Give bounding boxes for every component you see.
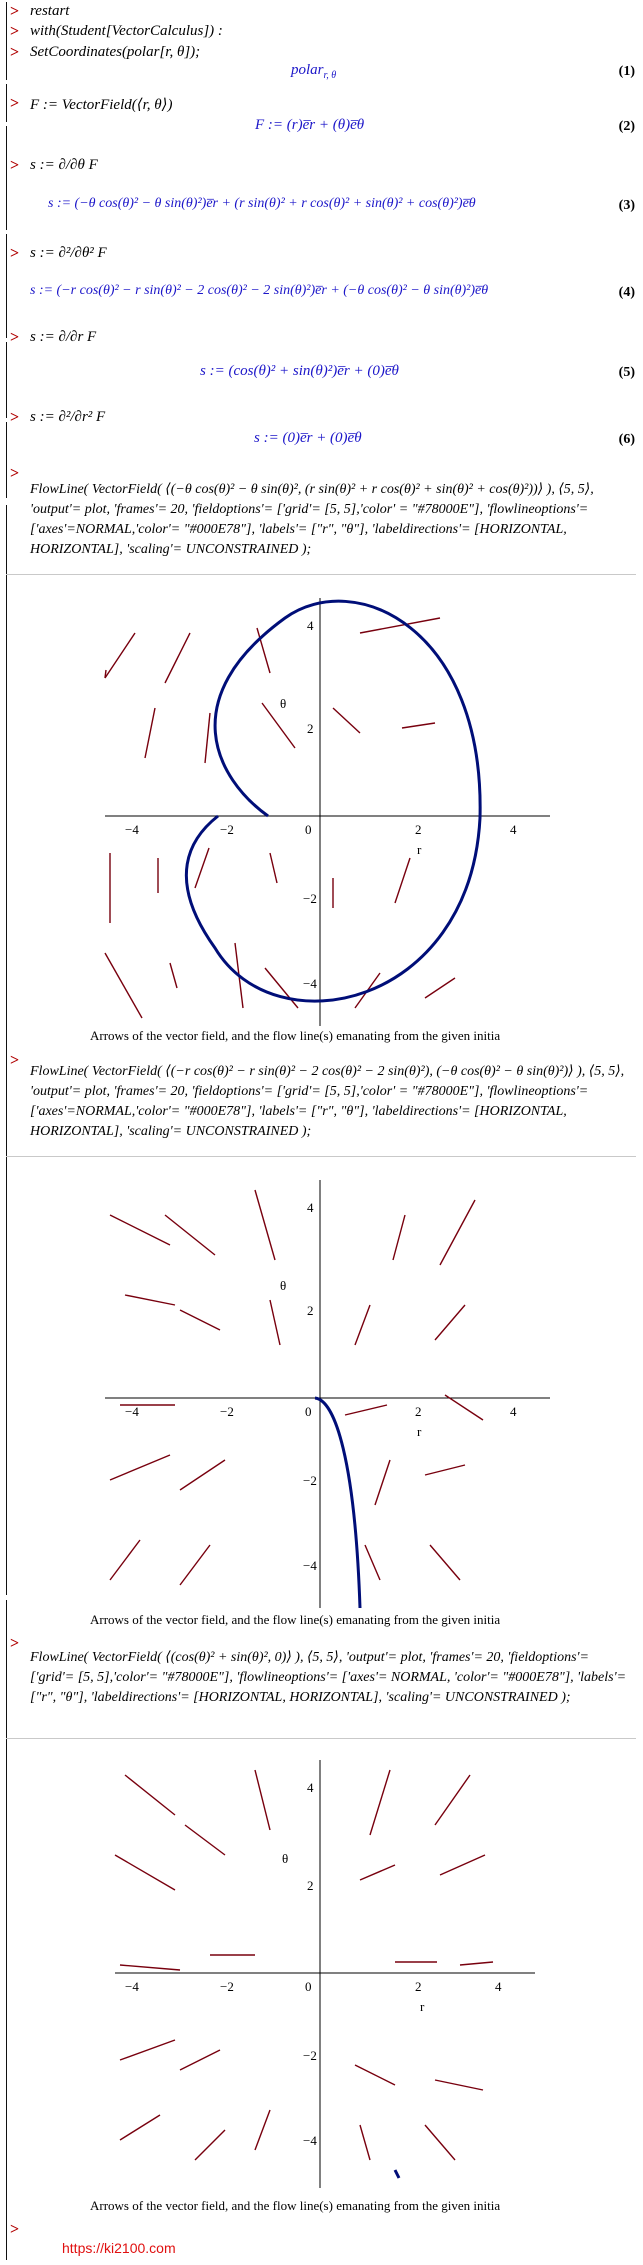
x-axis-label: r <box>417 842 422 857</box>
output-diff-theta: s := (−θ cos(θ)² − θ sin(θ)²)e̅r + (r sin(θ)² + r cos(θ)² + sin(θ)² + cos(θ)²)e̅θ <box>48 196 476 211</box>
plot-1-caption: Arrows of the vector field, and the flow line(s) emanating from the given initia <box>90 1028 501 1043</box>
plot-3-caption: Arrows of the vector field, and the flow line(s) emanating from the given initia <box>90 2198 501 2213</box>
equation-number: (1) <box>618 64 635 79</box>
flowline-plot-3[interactable] <box>15 1740 555 2190</box>
prompt-marker[interactable]: > <box>10 44 20 61</box>
equation-number: (6) <box>618 432 635 447</box>
plot-1-axes <box>105 598 550 1026</box>
prompt-marker[interactable]: > <box>10 465 20 482</box>
group-bracket[interactable] <box>6 234 7 338</box>
group-bracket[interactable] <box>6 422 7 498</box>
flowline-plot-2[interactable] <box>15 1160 555 1610</box>
input-diff-r[interactable]: s := ∂/∂r F <box>30 329 97 345</box>
flowline-plot-1[interactable] <box>15 578 555 1028</box>
x-tick-label: −4 <box>125 1979 139 1994</box>
y-tick-label: −2 <box>303 2048 317 2063</box>
x-tick-label: −2 <box>220 1979 234 1994</box>
group-bracket[interactable] <box>6 2 7 80</box>
y-tick-label: −4 <box>303 976 317 991</box>
output-diff2-theta: s := (−r cos(θ)² − r sin(θ)² − 2 cos(θ)² − 2 sin(θ)²)e̅r + (−θ cos(θ)² − θ sin(θ)²)e̅θ <box>30 283 489 298</box>
y-tick-label: 4 <box>307 1780 314 1795</box>
input-with[interactable]: with(Student[VectorCalculus]) : <box>30 23 223 39</box>
y-tick-label: 2 <box>307 721 314 736</box>
x-tick-label: 0 <box>305 822 312 837</box>
input-setcoordinates[interactable]: SetCoordinates(polar[r, θ]); <box>30 44 201 60</box>
x-axis-label: r <box>417 1424 422 1439</box>
group-bracket[interactable] <box>6 1600 7 2260</box>
x-tick-label: 4 <box>510 822 517 837</box>
x-tick-label: 2 <box>415 1979 422 1994</box>
plot-3-vector-field <box>115 1770 493 2160</box>
x-tick-label: 4 <box>510 1404 517 1419</box>
equation-number: (4) <box>618 285 635 300</box>
group-bracket[interactable] <box>6 342 7 418</box>
y-tick-label: −2 <box>303 891 317 906</box>
group-bracket[interactable] <box>6 126 7 230</box>
input-vectorfield[interactable]: F := VectorField(⟨r, θ⟩) <box>30 97 173 113</box>
x-tick-label: 0 <box>305 1979 312 1994</box>
plot-2-flowline <box>315 1398 360 1608</box>
plot-2-tick-labels <box>125 1200 517 1573</box>
region-separator <box>6 1738 636 1739</box>
output-diff2-r: s := (0)e̅r + (0)e̅θ <box>254 430 362 446</box>
y-tick-label: −4 <box>303 1558 317 1573</box>
plot-2-axes <box>105 1180 550 1608</box>
y-axis-label: θ <box>280 696 287 711</box>
group-bracket[interactable] <box>6 84 7 122</box>
prompt-marker[interactable]: > <box>10 329 20 346</box>
plot-3-axes <box>115 1760 535 2188</box>
input-flowline-3[interactable]: FlowLine( VectorField( ⟨(cos(θ)² + sin(θ)², 0)⟩ ), ⟨5, 5⟩, 'output'= plot, 'frames'= 20, 'fieldoptions'= ['grid'= [5, 5],'color'= "#78000E"], 'flowlineoptions'= ['axes'= NORMAL, 'color'= "#000E78"], 'labels'= ["r", "θ"], 'labeldirections'= [HORIZONTAL, HORIZONTAL], 'scaling'= UNCONSTRAINED ); <box>30 1650 627 1705</box>
plot-2-vector-field <box>110 1190 483 1585</box>
prompt-marker[interactable]: > <box>10 245 20 262</box>
x-tick-label: −2 <box>220 1404 234 1419</box>
output-vectorfield: F := (r)e̅r + (θ)e̅θ <box>255 117 365 133</box>
x-tick-label: 2 <box>415 822 422 837</box>
x-tick-label: 2 <box>415 1404 422 1419</box>
output-polar <box>291 62 336 81</box>
equation-number: (2) <box>618 119 635 134</box>
y-tick-label: 4 <box>307 618 314 633</box>
prompt-marker[interactable]: > <box>10 1052 20 1069</box>
input-diff2-theta[interactable]: s := ∂²/∂θ² F <box>30 245 107 261</box>
region-separator <box>6 1156 636 1157</box>
plot-3-tick-labels <box>125 1780 502 2148</box>
region-separator <box>6 574 636 575</box>
plot-1-vector-field <box>105 618 455 1018</box>
x-tick-label: 4 <box>495 1979 502 1994</box>
input-restart[interactable]: restart <box>30 3 70 19</box>
y-tick-label: 4 <box>307 1200 314 1215</box>
output-diff-r: s := (cos(θ)² + sin(θ)²)e̅r + (0)e̅θ <box>200 363 399 379</box>
x-tick-label: −2 <box>220 822 234 837</box>
plot-3-flowline <box>395 2170 399 2178</box>
x-tick-label: 0 <box>305 1404 312 1419</box>
prompt-marker[interactable]: > <box>10 409 20 426</box>
input-flowline-2[interactable]: FlowLine( VectorField( ⟨(−r cos(θ)² − r sin(θ)² − 2 cos(θ)² − 2 sin(θ)²), (−θ cos(θ)² − θ sin(θ)²)⟩ ), ⟨5, 5⟩, 'output'= plot, 'frames'= 20, 'fieldoptions'= ['grid'= [5, 5],'color' = "#78000E"], 'flowlineoptions'= ['axes'=NORMAL,'color'= "#000E78"], 'labels'= ["r", "θ"], 'labeldirections'= [HORIZONTAL, HORIZONTAL], 'scaling'= UNCONSTRAINED ); <box>30 1064 625 1139</box>
output-polar-sub: r, θ <box>323 70 337 81</box>
equation-number: (5) <box>618 365 635 380</box>
plot-1-flowline <box>186 601 480 1001</box>
prompt-marker[interactable]: > <box>10 95 20 112</box>
footer-url[interactable]: https://ki2100.com <box>62 2240 176 2256</box>
prompt-marker[interactable]: > <box>10 1635 20 1652</box>
y-tick-label: 2 <box>307 1303 314 1318</box>
prompt-marker[interactable]: > <box>10 2221 20 2238</box>
x-axis-label: r <box>420 1999 425 2014</box>
y-tick-label: −2 <box>303 1473 317 1488</box>
prompt-marker[interactable]: > <box>10 23 20 40</box>
y-tick-label: −4 <box>303 2133 317 2148</box>
plot-1-tick-labels <box>125 618 517 991</box>
prompt-marker[interactable]: > <box>10 3 20 20</box>
input-diff-theta[interactable]: s := ∂/∂θ F <box>30 157 98 173</box>
y-axis-label: θ <box>280 1278 287 1293</box>
plot-2-caption: Arrows of the vector field, and the flow line(s) emanating from the given initia <box>90 1612 501 1627</box>
prompt-marker[interactable]: > <box>10 157 20 174</box>
equation-number: (3) <box>618 198 635 213</box>
y-tick-label: 2 <box>307 1878 314 1893</box>
input-diff2-r[interactable]: s := ∂²/∂r² F <box>30 409 106 425</box>
input-flowline-1[interactable]: FlowLine( VectorField( ⟨(−θ cos(θ)² − θ sin(θ)², (r sin(θ)² + r cos(θ)² + sin(θ)² + cos(θ)²))⟩ ), ⟨5, 5⟩, 'output'= plot, 'frames'= 20, 'fieldoptions'= ['grid'= [5, 5],'color' = "#78000E"], 'flowlineoptions'= ['axes'=NORMAL,'color'= "#000E78"], 'labels'= ["r", "θ"], 'labeldirections'= [HORIZONTAL, HORIZONTAL], 'scaling'= UNCONSTRAINED ); <box>30 482 594 557</box>
group-bracket[interactable] <box>6 505 7 1595</box>
y-axis-label: θ <box>282 1851 289 1866</box>
x-tick-label: −4 <box>125 1404 139 1419</box>
x-tick-label: −4 <box>125 822 139 837</box>
output-polar-text: polar <box>291 62 324 78</box>
